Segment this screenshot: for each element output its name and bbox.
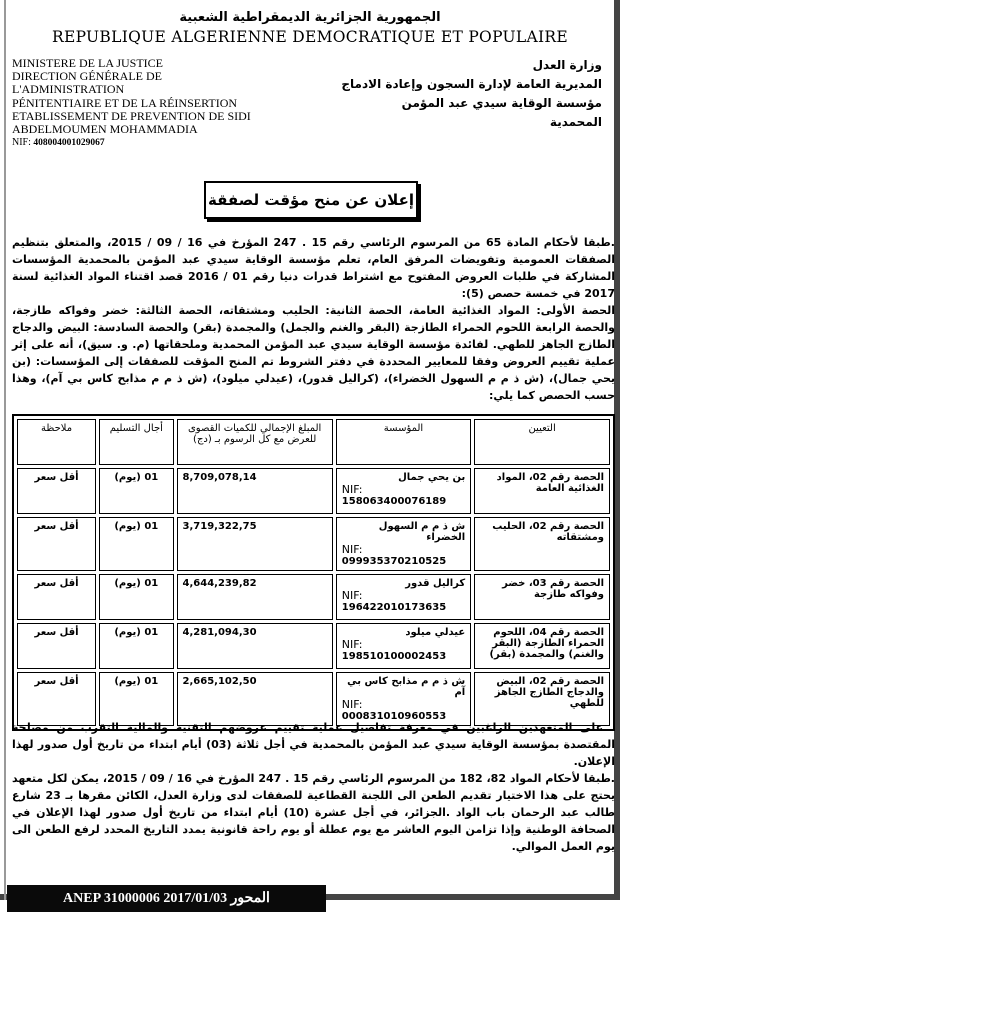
- lot-amount: 4,281,094,30: [177, 623, 333, 669]
- institution-name: كراليل قدور: [405, 578, 466, 589]
- closing-text: [12, 719, 615, 855]
- nif-label: NIF:: [341, 483, 363, 496]
- lot-amount: 2,665,102,50: [177, 672, 333, 726]
- intro-paragraph: الحصة الأولى: المواد الغذائية العامة، الحصة الثانية: الحليب ومشتقاته، الحصة الثالثة: خضر وفواكه طازجة، والحصة الرابعة اللحوم الحمراء الطازجة (البقر والغنم والجمل) والمجمدة (بقر) والحصة السادسة: البيض والدجاج الطازج الجاهز للطهي. لفائدة مؤسسة الوقاية سيدي عبد المؤمن المحمدية وملحقاتها (م. و. سيق)، أنه على إثر عملية تقييم العروض وفقا للمعايير المحددة في دفتر الشروط تم المنح المؤقت للصفقات إلى المؤسسات: (بن يحي جمال)، (ش ذ م م السهول الخضراء)، (كراليل قدور)، (عيدلي ميلود)، (ش ذ م م مذابح كاس بي آم)، وهذا حسب الحصص كما يلي:: [12, 304, 615, 402]
- header-designation: التعيين: [474, 419, 610, 465]
- issuer-fr-line: DIRECTION GÉNÉRALE DE: [12, 69, 162, 84]
- institution-name: ش ذ م م مذابح كاس بي آم: [347, 676, 466, 698]
- issuer-ar-line: المحمدية: [549, 115, 602, 129]
- institution-nif: [342, 638, 465, 662]
- closing-paragraph: . على المتعهدين الراغبين في معرفة تفاصيل عملية تقييم عروضهم التقنية والمالية التقرب من مصلحة المقتصدة بمؤسسة الوقاية سيدي عبد المؤمن بالمحمدية في أجل ثلاثة (03) أيام ابتداء من تاريخ أول صدور لهذا الإعلان.: [12, 721, 616, 768]
- header-delivery: أجال التسليم: [99, 419, 173, 465]
- nif-value: 196422010173635: [341, 602, 447, 613]
- issuer-block-fr: [12, 57, 282, 150]
- lot-institution: [336, 468, 471, 514]
- lot-note: أقل سعر: [17, 468, 96, 514]
- lot-institution: [336, 623, 471, 669]
- issuer-fr-line: PÉNITENTIAIRE ET DE LA RÉINSERTION: [12, 95, 238, 110]
- lot-note: أقل سعر: [17, 574, 96, 620]
- table-row: [17, 672, 610, 726]
- lot-note: أقل سعر: [17, 623, 96, 669]
- institution-nif: [342, 483, 465, 507]
- lot-institution: [336, 517, 471, 571]
- issuer-ar-line: وزارة العدل: [532, 58, 602, 72]
- institution-name: عيدلي ميلود: [405, 627, 466, 638]
- nif-value: 099935370210525: [341, 556, 447, 567]
- institution-name: ش ذ م م السهول الخضراء: [378, 521, 466, 543]
- lot-institution: [336, 672, 471, 726]
- nif-label: NIF:: [341, 698, 363, 711]
- issuer-fr-line: ABDELMOUMEN MOHAMMADIA: [12, 122, 198, 137]
- lot-delivery: 01 (يوم): [99, 623, 173, 669]
- anep-reference-bar: ANEP 31000006 المحور 2017/01/03: [7, 885, 326, 912]
- republic-title-ar: الجمهورية الجزائرية الديمقراطية الشعبية: [179, 10, 441, 25]
- header-institution: المؤسسة: [336, 419, 471, 465]
- lot-amount: 8,709,078,14: [177, 468, 333, 514]
- lot-delivery: 01 (يوم): [99, 574, 173, 620]
- lot-designation: الحصة رقم 04، اللحوم الحمراء الطازجة (البقر والغنم) والمجمدة (بقر): [474, 623, 610, 669]
- lot-designation: الحصة رقم 02، البيض والدجاج الطازج الجاهز للطهي: [474, 672, 610, 726]
- lot-designation: الحصة رقم 03، خضر وفواكه طازجة: [474, 574, 610, 620]
- intro-text: [12, 234, 615, 404]
- issuer-nif-value: 408004001029067: [33, 138, 105, 149]
- lot-designation: الحصة رقم 02، المواد الغذائية العامة: [474, 468, 610, 514]
- issuer-fr-line: MINISTERE DE LA JUSTICE: [12, 56, 163, 70]
- table-row: [17, 623, 610, 669]
- nif-label: NIF:: [341, 589, 363, 602]
- closing-paragraph: .طبقا لأحكام المواد 82، 182 من المرسوم الرئاسي رقم 15 . 247 المؤرخ في 16 / 09 / 2015، يمكن لكل متعهد يحتج على هذا الاختيار تقديم الطعن الى اللجنة القطاعية للصفقات لدى وزارة العدل، الكائن مقرها بـ 23 شارع طالب عبد الرحمان باب الواد .الجزائر، في أجل عشرة (10) أيام ابتداء من تاريخ أول صدور لهذا الإعلان في الصحافة الوطنية وإذا تزامن اليوم العاشر مع يوم عطلة أو يوم راحة قانونية يمدد التاريخ المحدد لرفع الطعن الى يوم العمل الموالي.: [12, 772, 616, 853]
- institution-nif: [342, 543, 465, 567]
- lot-institution: [336, 574, 471, 620]
- lot-amount: 4,644,239,82: [177, 574, 333, 620]
- header-note: ملاحظة: [17, 419, 96, 465]
- lot-delivery: 01 (يوم): [99, 672, 173, 726]
- issuer-ar-line: المديرية العامة لإدارة السجون وإعادة الادماج: [341, 77, 602, 91]
- header-amount: المبلغ الإجمالي للكميات القصوى للعرض مع كل الرسوم بـ (دج): [177, 419, 333, 465]
- lot-note: أقل سعر: [17, 517, 96, 571]
- lot-delivery: 01 (يوم): [99, 468, 173, 514]
- issuer-block-ar: [332, 56, 602, 132]
- table-row: [17, 574, 610, 620]
- issuer-fr-line: L'ADMINISTRATION: [12, 82, 125, 97]
- award-table: [12, 414, 615, 731]
- republic-title-fr: REPUBLIQUE ALGERIENNE DEMOCRATIQUE ET POPULAIRE: [52, 28, 568, 46]
- lot-note: أقل سعر: [17, 672, 96, 726]
- lot-amount: 3,719,322,75: [177, 517, 333, 571]
- announcement-title: إعلان عن منح مؤقت لصفقة: [204, 181, 418, 219]
- issuer-ar-line: مؤسسة الوقاية سيدي عبد المؤمن: [401, 96, 602, 110]
- table-header-row: [17, 419, 610, 465]
- nif-label: NIF:: [341, 638, 363, 651]
- nif-value: 158063400076189: [341, 496, 447, 507]
- nif-value: 000831010960553: [341, 711, 447, 722]
- lot-designation: الحصة رقم 02، الحليب ومشتقاته: [474, 517, 610, 571]
- issuer-nif-label: NIF:: [12, 137, 31, 149]
- lot-delivery: 01 (يوم): [99, 517, 173, 571]
- table-row: [17, 517, 610, 571]
- institution-nif: [342, 589, 465, 613]
- nif-value: 198510100002453: [341, 651, 447, 662]
- issuer-fr-line: ETABLISSEMENT DE PREVENTION DE SIDI: [12, 108, 251, 123]
- intro-paragraph: .طبقا لأحكام المادة 65 من المرسوم الرئاسي رقم 15 . 247 المؤرخ في 16 / 09 / 2015، والمتعلق بتنظيم الصفقات العمومية وتفويضات المرفق العام، تعلم مؤسسة الوقاية سيدي عبد المؤمن بالمحمدية المؤسسات المشاركة في طلبات العروض المفتوح مع اشتراط قدرات دنيا رقم 01 / 2016 قصد اقتناء المواد الغذائية لسنة 2017 في خمسة حصص (5):: [12, 236, 615, 300]
- issuer-nif: [12, 136, 282, 150]
- page-edge-rule: [4, 0, 6, 900]
- table-row: [17, 468, 610, 514]
- institution-name: بن يحي جمال: [398, 472, 466, 483]
- nif-label: NIF:: [341, 543, 363, 556]
